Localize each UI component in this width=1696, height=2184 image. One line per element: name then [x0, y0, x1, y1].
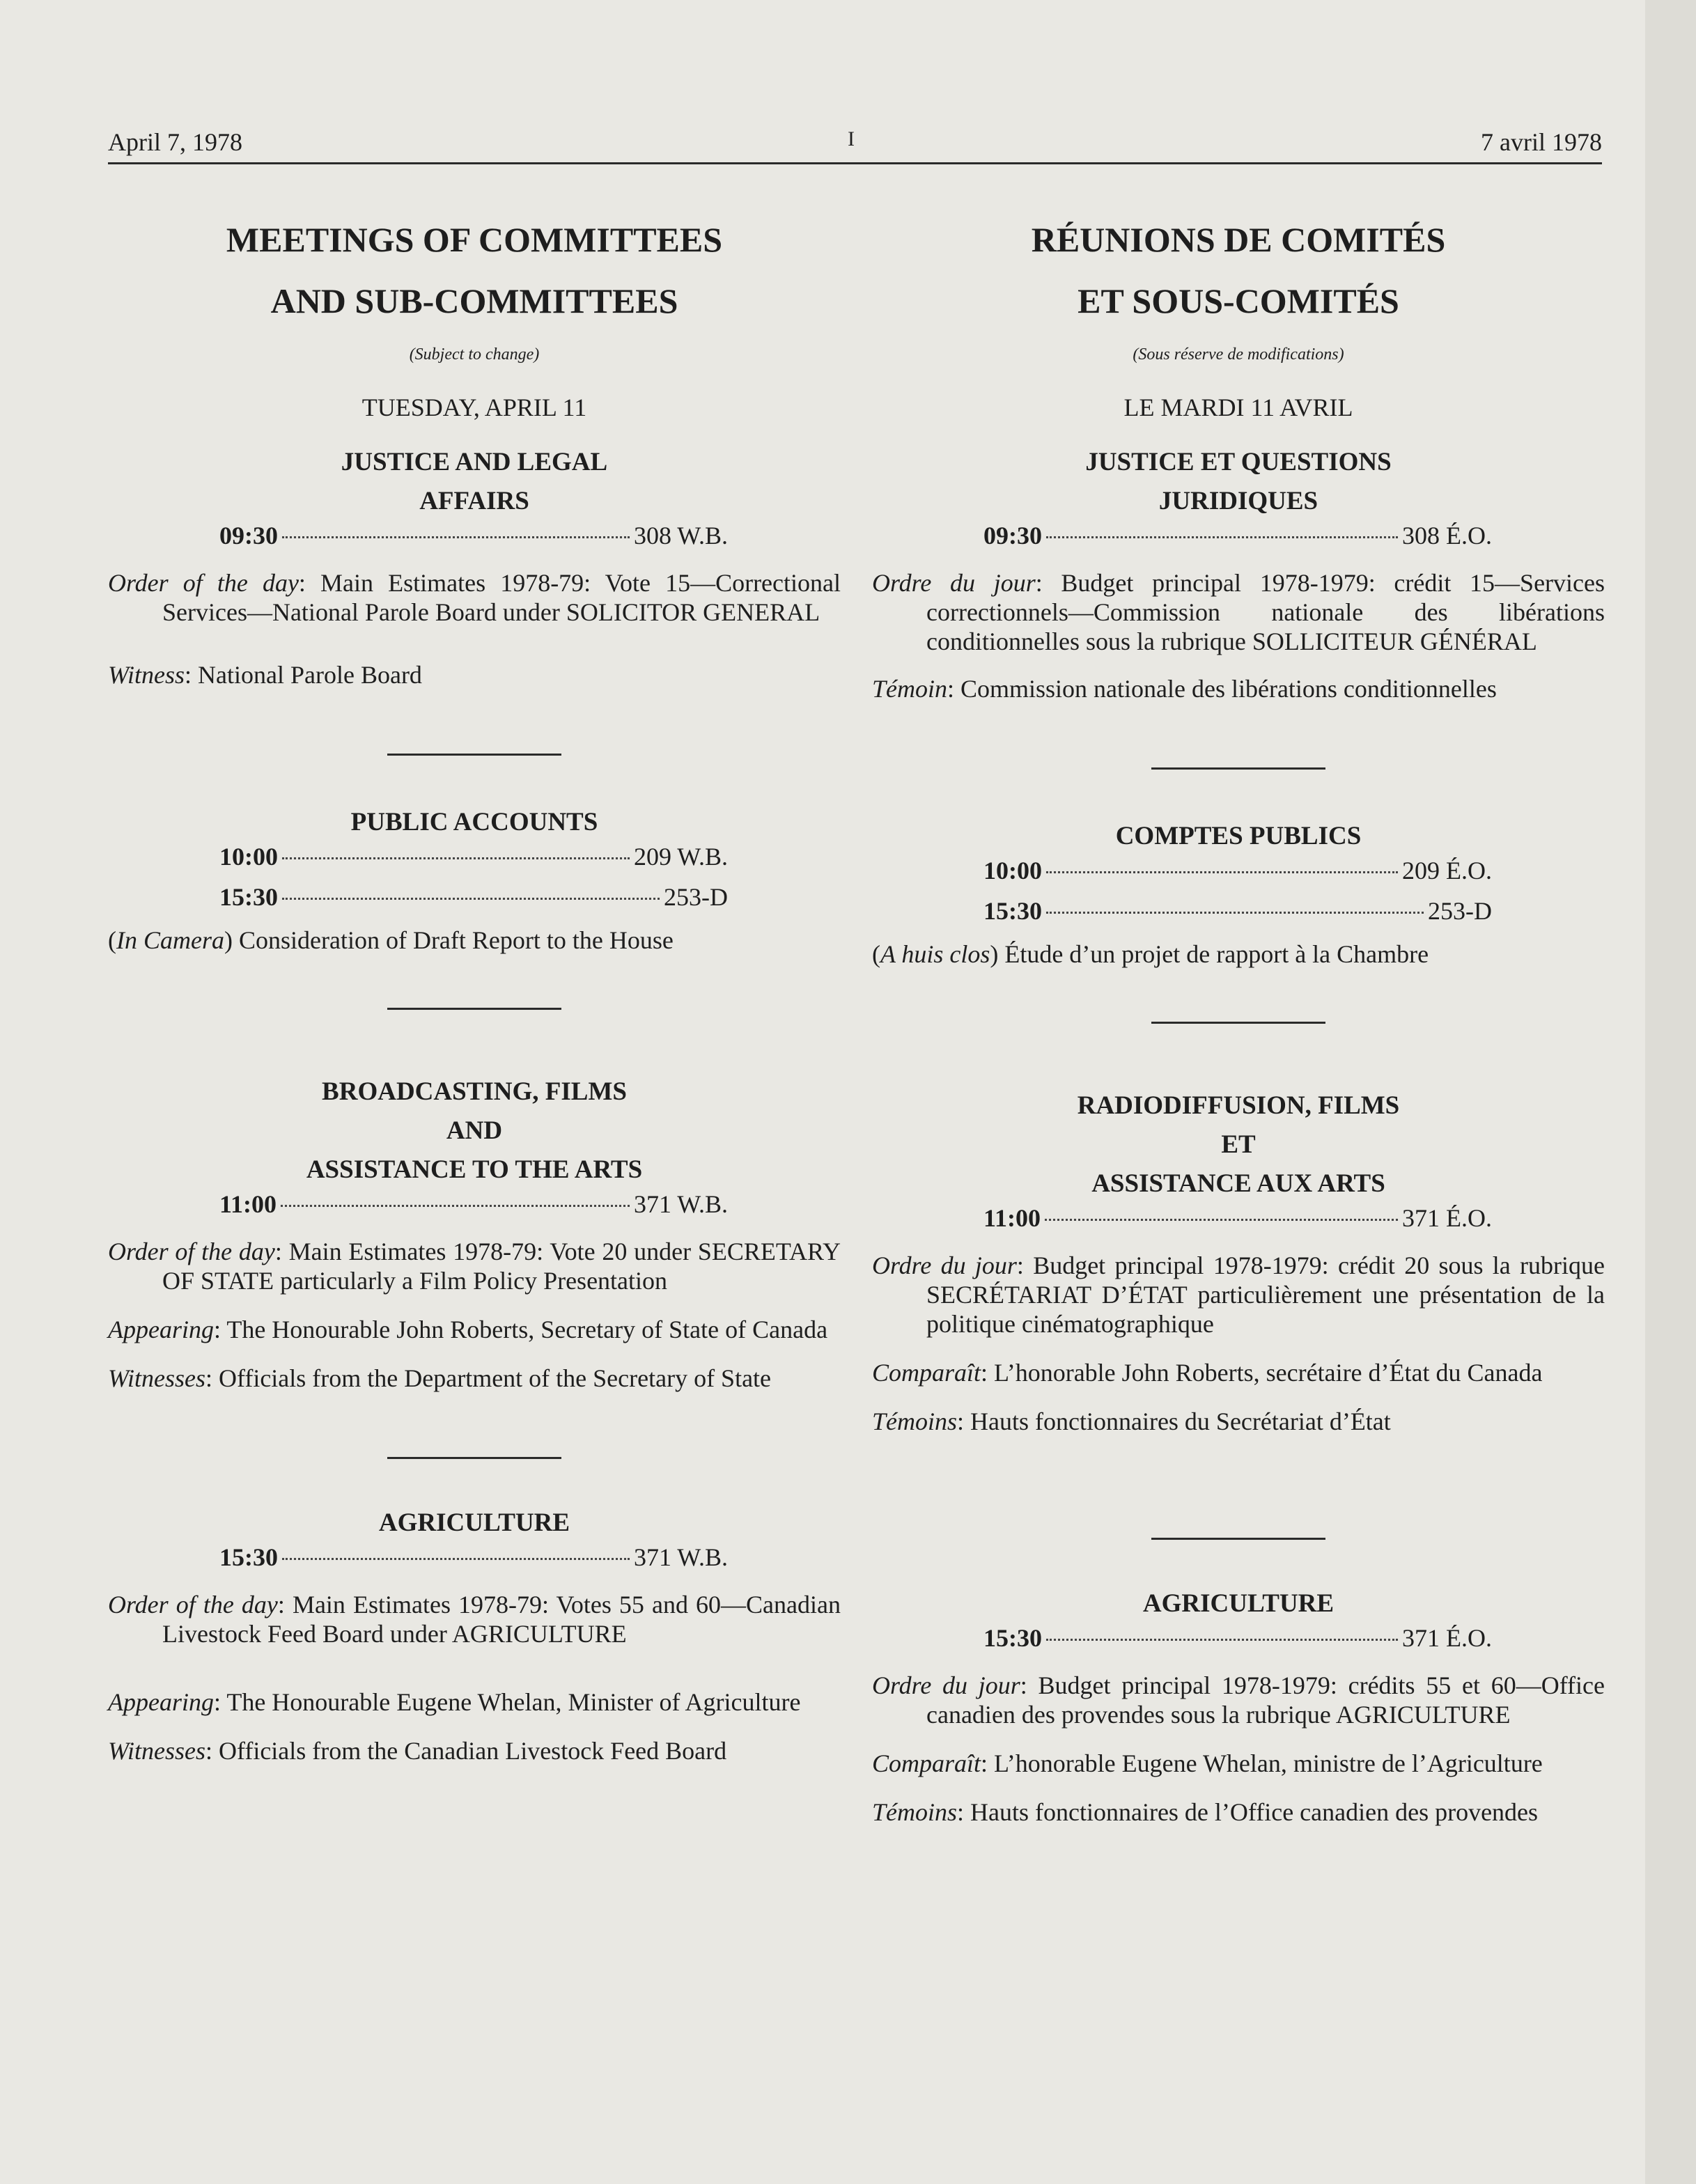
section-divider [1151, 1022, 1325, 1024]
order-text: : Budget principal 1978-1979: crédits 55 et 60—Office canadien des provendes sous la rubrique AGRICULTURE [926, 1671, 1605, 1729]
committee-public-accounts [872, 817, 1605, 969]
schedule-line [219, 1543, 728, 1572]
section-divider [1151, 1538, 1325, 1540]
schedule-line [983, 1203, 1492, 1233]
witness-text: : Commission nationale des libérations conditionnelles [947, 675, 1497, 703]
schedule-line [983, 1623, 1492, 1653]
order-of-day [872, 568, 1605, 656]
appearing [872, 1749, 1605, 1778]
dot-leader [1046, 871, 1398, 873]
witnesses-text: : Hauts fonctionnaires du Secrétariat d’État [957, 1407, 1391, 1435]
witnesses-label: Témoins [872, 1407, 958, 1435]
committee-heading: BROADCASTING, FILMS AND [322, 1077, 627, 1145]
witnesses [872, 1797, 1605, 1827]
camera-label: A huis clos [880, 940, 990, 968]
page-title-line1: RÉUNIONS DE COMITÉS [1031, 220, 1446, 259]
dot-leader [282, 898, 660, 900]
subject-note: (Subject to change) [409, 345, 540, 364]
appearing-text: : L’honorable John Roberts, secrétaire d’État du Canada [981, 1359, 1543, 1387]
order-text: : Budget principal 1978-1979: crédit 15—Services correctionnels—Commission nationale des libérations conditionnelles sous la rubrique SOLLICITEUR GÉNÉRAL [926, 569, 1605, 655]
committee-public-accounts [108, 803, 841, 955]
camera-text: ) Consideration of Draft Report to the House [224, 926, 674, 954]
header-date-en: April 7, 1978 [108, 128, 242, 156]
order-of-day [108, 568, 841, 627]
schedule-line [219, 842, 728, 871]
appearing-text: : The Honourable Eugene Whelan, Minister of Agriculture [213, 1688, 801, 1716]
committee-heading: JUSTICE ET QUESTIONS [1085, 448, 1392, 476]
committee-agriculture [872, 1584, 1605, 1827]
meeting-time: 11:00 [219, 1190, 277, 1218]
schedule-line [219, 1190, 728, 1219]
meeting-time: 15:30 [983, 897, 1042, 925]
running-header [108, 122, 1602, 164]
header-date-fr: 7 avril 1978 [1481, 128, 1602, 156]
meeting-time: 15:30 [219, 883, 278, 911]
committee-heading: PUBLIC ACCOUNTS [350, 808, 598, 836]
meeting-room: 371 W.B. [633, 1543, 728, 1571]
page-gutter [1645, 0, 1696, 2184]
page-title-line2: AND SUB-COMMITTEES [270, 281, 678, 320]
camera-note [108, 926, 841, 955]
order-text: : Main Estimates 1978-79: Vote 20 under SECRETARY OF STATE particularly a Film Policy Presentation [162, 1238, 841, 1295]
witness [108, 660, 841, 689]
committee-heading-line2: AFFAIRS [419, 487, 529, 515]
committee-heading: AGRICULTURE [1142, 1589, 1335, 1618]
committee-heading: JUSTICE AND LEGAL [341, 448, 608, 476]
camera-label: In Camera [116, 926, 224, 954]
witnesses-text: : Officials from the Department of the Secretary of State [205, 1364, 772, 1392]
appearing [872, 1358, 1605, 1387]
witnesses-text: : Hauts fonctionnaires de l’Office canadien des provendes [957, 1798, 1539, 1826]
witnesses-label: Témoins [872, 1798, 958, 1826]
committee-broadcasting [872, 1086, 1605, 1436]
appearing [108, 1315, 841, 1344]
page-title-line1: MEETINGS OF COMMITTEES [226, 220, 723, 259]
subject-note: (Sous réserve de modifications) [1133, 345, 1344, 364]
dot-leader [281, 1205, 630, 1207]
witnesses [108, 1736, 841, 1765]
page-number: I [848, 127, 855, 150]
meeting-room: 308 W.B. [633, 522, 728, 549]
order-of-day [108, 1237, 841, 1295]
order-label: Ordre du jour [872, 1671, 1020, 1699]
dot-leader [282, 536, 630, 538]
meeting-room: 371 W.B. [633, 1190, 728, 1218]
order-text: : Main Estimates 1978-79: Votes 55 and 60—Canadian Livestock Feed Board under AGRICULTURE [162, 1591, 841, 1648]
camera-note [872, 939, 1605, 969]
meeting-room: 253-D [664, 883, 728, 911]
meeting-time: 10:00 [219, 843, 278, 871]
witnesses [108, 1364, 841, 1393]
meeting-room: 371 É.O. [1402, 1624, 1492, 1652]
witnesses-text: : Officials from the Canadian Livestock Feed Board [205, 1737, 727, 1765]
witness-text: : National Parole Board [185, 661, 422, 689]
meeting-time: 15:30 [219, 1543, 278, 1571]
schedule-line [219, 521, 728, 550]
paren-open: ( [108, 926, 116, 954]
witnesses-label: Witnesses [108, 1364, 205, 1392]
order-label: Ordre du jour [872, 1251, 1017, 1279]
witness-label: Témoin [872, 675, 947, 703]
dot-leader [282, 1558, 630, 1560]
meeting-time: 09:30 [983, 522, 1042, 549]
meeting-time: 11:00 [983, 1204, 1041, 1232]
committee-heading-line2: ASSISTANCE AUX ARTS [1091, 1169, 1385, 1198]
schedule-line [219, 882, 728, 912]
witness [872, 674, 1605, 703]
meeting-day: TUESDAY, APRIL 11 [361, 393, 587, 421]
camera-text: ) Étude d’un projet de rapport à la Chambre [990, 940, 1429, 968]
committee-heading-line2: JURIDIQUES [1158, 487, 1318, 515]
order-of-day [872, 1251, 1605, 1339]
dot-leader [1046, 1639, 1398, 1641]
meeting-time: 15:30 [983, 1624, 1042, 1652]
order-of-day [872, 1671, 1605, 1729]
section-divider [1151, 767, 1325, 770]
committee-broadcasting [108, 1072, 841, 1393]
committee-heading: COMPTES PUBLICS [1115, 822, 1362, 850]
order-text: : Main Estimates 1978-79: Vote 15—Correctional Services—National Parole Board under SOLICITOR GENERAL [162, 569, 841, 626]
schedule-line [983, 896, 1492, 926]
appearing-text: : The Honourable John Roberts, Secretary of State of Canada [213, 1316, 828, 1343]
appearing-label: Appearing [108, 1688, 214, 1716]
appearing-label: Appearing [108, 1316, 214, 1343]
committee-agriculture [108, 1504, 841, 1765]
committee-justice [108, 443, 841, 689]
meeting-room: 371 É.O. [1402, 1204, 1492, 1232]
appearing-text: : L’honorable Eugene Whelan, ministre de l’Agriculture [981, 1749, 1543, 1777]
committee-heading-line2: ASSISTANCE TO THE ARTS [306, 1155, 643, 1184]
committee-justice [872, 443, 1605, 703]
witness-label: Witness [108, 661, 185, 689]
schedule-line [983, 856, 1492, 885]
section-divider [387, 754, 561, 756]
meeting-room: 209 É.O. [1402, 857, 1492, 884]
meeting-time: 09:30 [219, 522, 278, 549]
dot-leader [1046, 912, 1424, 914]
order-label: Ordre du jour [872, 569, 1036, 597]
meeting-room: 209 W.B. [633, 843, 728, 871]
paren-open: ( [872, 940, 880, 968]
page-title-line2: ET SOUS-COMITÉS [1077, 281, 1399, 320]
english-column [108, 209, 841, 1765]
witnesses [872, 1407, 1605, 1436]
appearing [108, 1687, 841, 1717]
appearing-label: Comparaît [872, 1359, 981, 1387]
witnesses-label: Witnesses [108, 1737, 205, 1765]
meeting-room: 253-D [1428, 897, 1492, 925]
appearing-label: Comparaît [872, 1749, 981, 1777]
order-of-day [108, 1590, 841, 1648]
committee-heading: RADIODIFFUSION, FILMS ET [1077, 1091, 1400, 1159]
dot-leader [282, 857, 630, 859]
committee-heading: AGRICULTURE [378, 1508, 570, 1537]
section-divider [387, 1457, 561, 1459]
order-label: Order of the day [108, 1238, 275, 1265]
section-divider [387, 1008, 561, 1010]
meeting-time: 10:00 [983, 857, 1042, 884]
meeting-day: LE MARDI 11 AVRIL [1123, 393, 1353, 421]
french-column [872, 209, 1605, 1827]
dot-leader [1045, 1219, 1398, 1221]
order-label: Order of the day [108, 569, 299, 597]
order-text: : Budget principal 1978-1979: crédit 20 sous la rubrique SECRÉTARIAT D’ÉTAT particulièrement une présentation de la politique cinématographique [926, 1251, 1605, 1338]
meeting-room: 308 É.O. [1402, 522, 1492, 549]
dot-leader [1046, 536, 1398, 538]
order-label: Order of the day [108, 1591, 278, 1618]
schedule-line [983, 521, 1492, 550]
